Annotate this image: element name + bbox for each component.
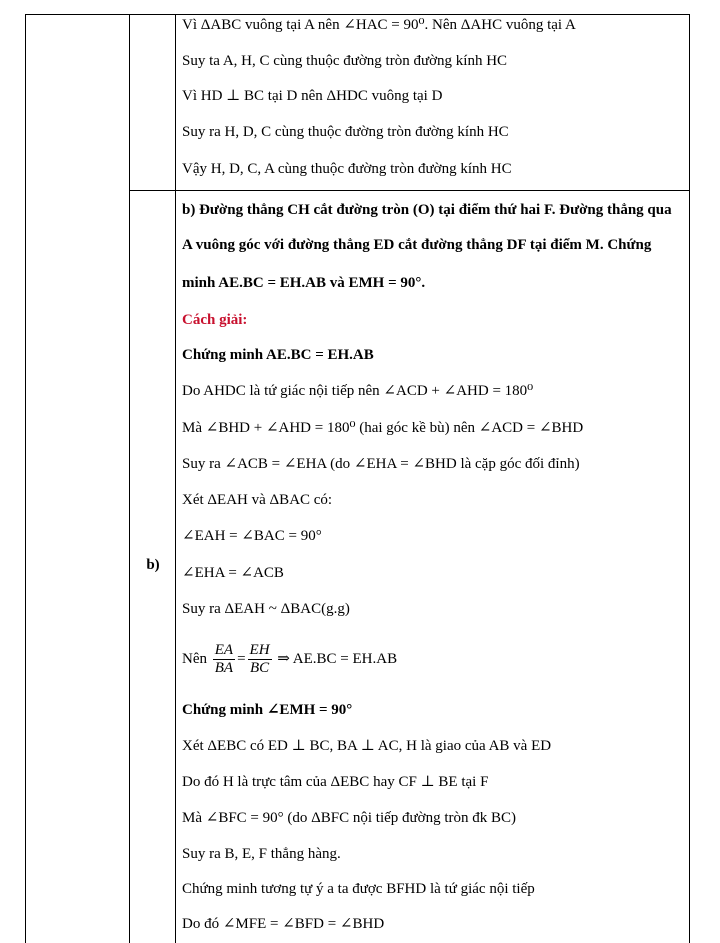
proof1-line-3: Suy ra ∠ACB = ∠EHA (do ∠EHA = ∠BHD là cặp góc đối đỉnh) [182, 456, 580, 472]
proof2-line-5: Chứng minh tương tự ý a ta được BFHD là tứ giác nội tiếp [182, 881, 535, 897]
proof2-line-4: Suy ra B, E, F thẳng hàng. [182, 846, 341, 862]
proof2-line-3: Mà ∠BFC = 90° (do ΔBFC nội tiếp đường tròn đk BC) [182, 810, 517, 826]
fraction-2-numerator: EH [249, 642, 270, 659]
fraction-line [182, 641, 397, 677]
proof1-line-5: ∠EAH = ∠BAC = 90° [182, 528, 322, 544]
part-a-line-4: Suy ra H, D, C cùng thuộc đường tròn đường kính HC [182, 124, 509, 140]
proof1-line-4: Xét ΔEAH và ΔBAC có: [182, 492, 333, 508]
part-a-line-1: Vì ΔABC vuông tại A nên ∠HAC = 90⁰. Nên ΔAHC vuông tại A [182, 17, 576, 33]
section-label: b) [146, 557, 160, 573]
problem-line-2: A vuông góc với đường thẳng ED cắt đường thẳng DF tại điểm M. Chứng [182, 237, 652, 253]
problem-line-3: minh AE.BC = EH.AB và EMH = 90°. [182, 275, 426, 291]
part-a-line-3: Vì HD ⊥ BC tại D nên ΔHDC vuông tại D [182, 88, 443, 104]
problem-line-1: b) Đường thẳng CH cắt đường tròn (O) tại điểm thứ hai F. Đường thẳng qua [182, 202, 672, 218]
fraction-ea-ba [213, 642, 235, 677]
part-a-line-2: Suy ta A, H, C cùng thuộc đường tròn đường kính HC [182, 53, 508, 69]
proof2-heading: Chứng minh ∠EMH = 90° [182, 702, 353, 718]
fraction-1-denominator: BA [214, 660, 234, 677]
proof1-heading: Chứng minh AE.BC = EH.AB [182, 347, 374, 363]
fraction-result: ⇒ AE.BC = EH.AB [277, 651, 398, 667]
row-divider [129, 190, 690, 191]
table-left-border [25, 14, 26, 943]
part-a-line-5: Vậy H, D, C, A cùng thuộc đường tròn đường kính HC [182, 161, 512, 177]
column-divider-2 [175, 14, 176, 943]
proof2-line-2: Do đó H là trực tâm của ΔEBC hay CF ⊥ BE tại F [182, 774, 489, 790]
proof1-line-1: Do AHDC là tứ giác nội tiếp nên ∠ACD + ∠AHD = 180⁰ [182, 383, 534, 399]
column-divider-1 [129, 14, 130, 943]
proof2-line-6: Do đó ∠MFE = ∠BFD = ∠BHD [182, 916, 385, 932]
proof1-line-7: Suy ra ΔEAH ~ ΔBAC(g.g) [182, 601, 350, 617]
proof2-line-1: Xét ΔEBC có ED ⊥ BC, BA ⊥ AC, H là giao của AB và ED [182, 738, 552, 754]
fraction-prefix: Nên [182, 651, 207, 667]
fraction-eh-bc [248, 642, 272, 677]
fraction-1-numerator: EA [214, 642, 234, 659]
fraction-2-denominator: BC [249, 660, 270, 677]
proof1-line-6: ∠EHA = ∠ACB [182, 565, 284, 581]
fraction-equals: = [237, 651, 246, 667]
table-right-border [689, 14, 690, 943]
solution-heading: Cách giải: [182, 312, 248, 328]
proof1-line-2: Mà ∠BHD + ∠AHD = 180⁰ (hai góc kề bù) nên ∠ACD = ∠BHD [182, 420, 584, 436]
